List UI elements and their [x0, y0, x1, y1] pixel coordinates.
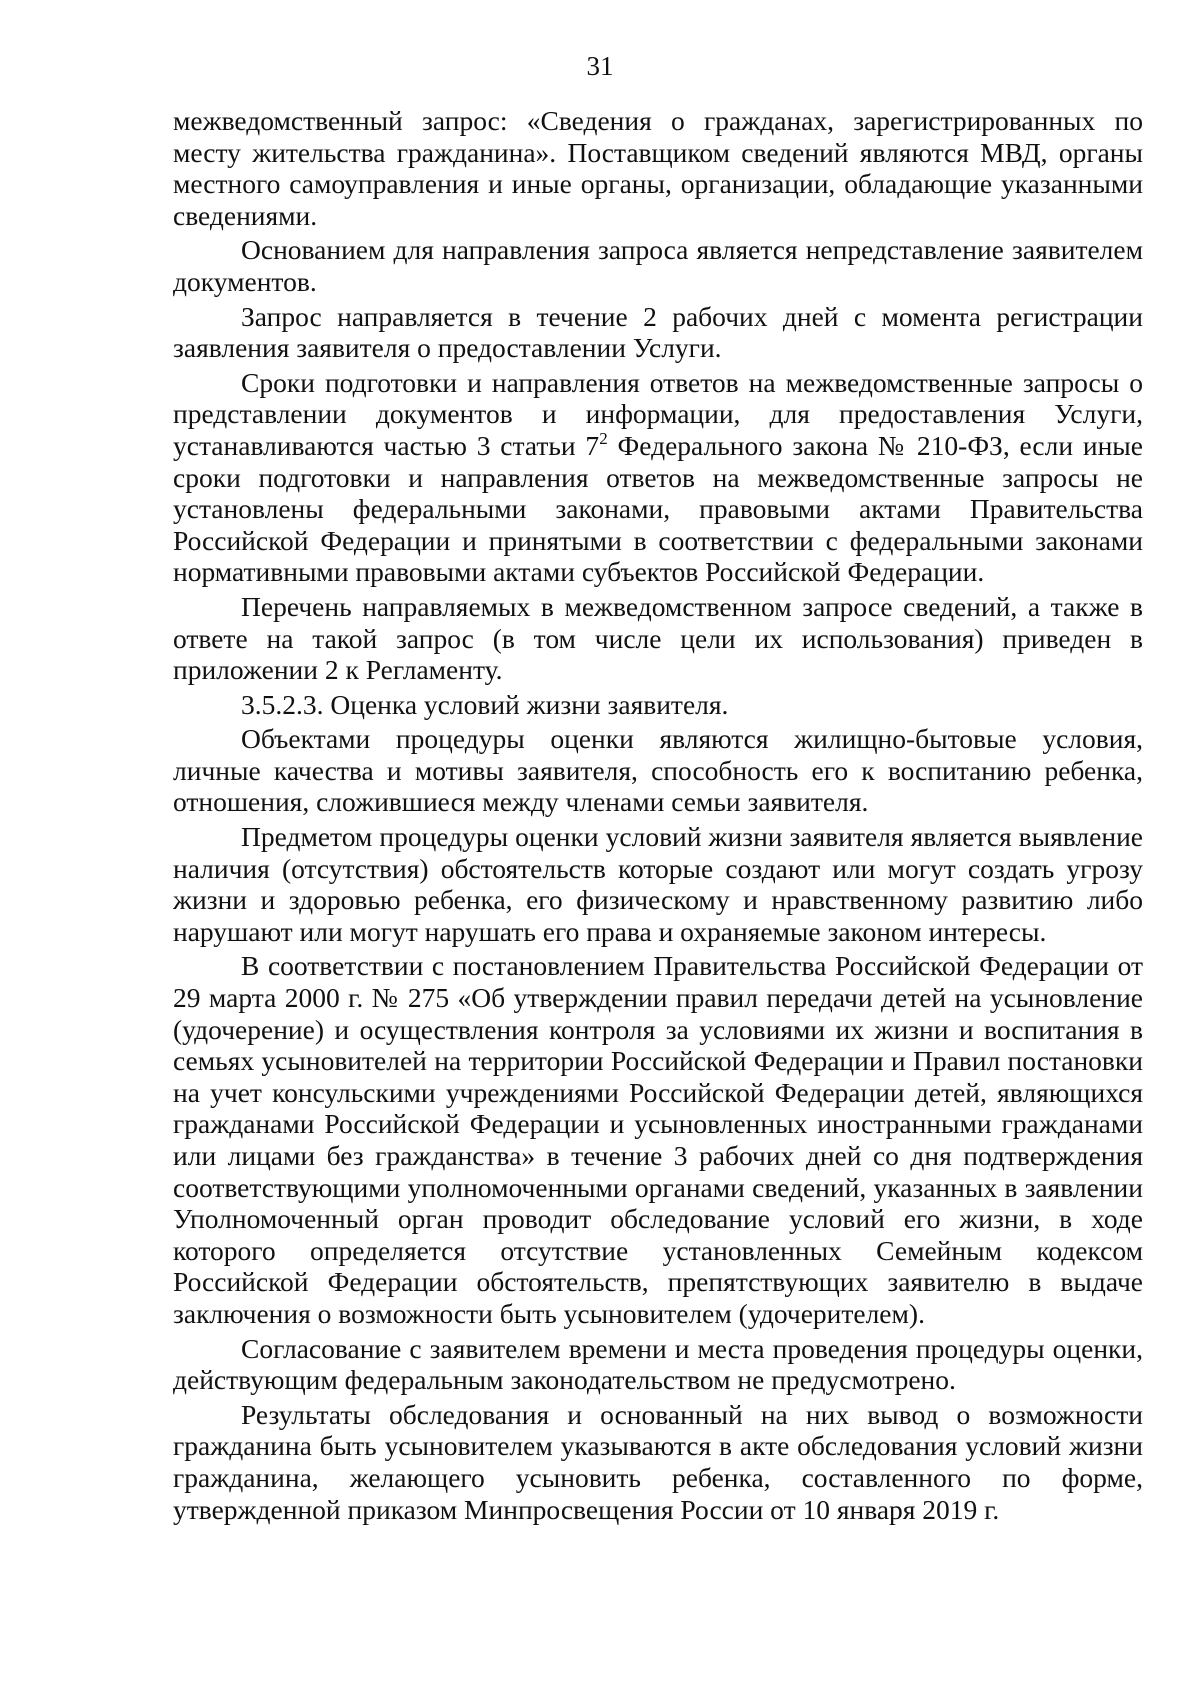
paragraph-10: Согласование с заявителем времени и места проведения процедуры оценки, действующим федеральным законодательством не предусмотрено.: [173, 1332, 1143, 1396]
paragraph-1: межведомственный запрос: «Сведения о гражданах, зарегистрированных по месту жительства гражданина». Поставщиком сведений являются МВД, органы местного самоуправления и иные органы, организации, обладающие указанными сведениями.: [173, 105, 1143, 231]
paragraph-4-part-2: Федерального закона № 210-ФЗ, если иные сроки подготовки и направления ответов на межведомственные запросы не установлены федеральными законами, правовыми актами Правительства Российской Федерации и принятыми в соответствии с федеральными законами нормативными правовыми актами субъектов Российской Федерации.: [173, 429, 1143, 588]
paragraph-7: Объектами процедуры оценки являются жилищно-бытовые условия, личные качества и мотивы заявителя, способность его к воспитанию ребенка, отношения, сложившиеся между членами семьи заявителя.: [173, 723, 1143, 818]
paragraph-8: Предметом процедуры оценки условий жизни заявителя является выявление наличия (отсутствия) обстоятельств которые создают или могут создать угрозу жизни и здоровью ребенка, его физическому и нравственному развитию либо нарушают или могут нарушать его права и охраняемые законом интересы.: [173, 821, 1143, 947]
paragraph-4: [173, 367, 1143, 588]
document-body: [173, 105, 1143, 1528]
paragraph-5: Перечень направляемых в межведомственном запросе сведений, а также в ответе на такой запрос (в том числе цели их использования) приведен в приложении 2 к Регламенту.: [173, 590, 1143, 686]
paragraph-2: Основанием для направления запроса является непредставление заявителем документов.: [173, 234, 1143, 297]
superscript-2: 2: [599, 428, 608, 448]
paragraph-11: Результаты обследования и основанный на них вывод о возможности гражданина быть усыновителем указываются в акте обследования условий жизни гражданина, желающего усыновить ребенка, составленного по форме, утвержденной приказом Минпросвещения России от 10 января 2019 г.: [173, 1398, 1143, 1525]
page-number: 31: [586, 51, 614, 81]
section-heading-3-5-2-3: 3.5.2.3. Оценка условий жизни заявителя.: [241, 688, 729, 720]
paragraph-4-part-1: Сроки подготовки и направления ответов на межведомственные запросы о представлении документов и информации, для предоставления Услуги, устанавливаются частью 3 статьи 7: [173, 366, 1143, 461]
paragraph-3: Запрос направляется в течение 2 рабочих дней с момента регистрации заявления заявителя о предоставлении Услуги.: [173, 300, 1143, 364]
paragraph-9: В соответствии с постановлением Правительства Российской Федерации от 29 марта 2000 г. № 275 «Об утверждении правил передачи детей на усыновление (удочерение) и осуществления контроля за условиями их жизни и воспитания в семьях усыновителей на территории Российской Федерации и Правил постановки на учет консульскими учреждениями Российской Федерации детей, являющихся гражданами Российской Федерации и усыновленных иностранными гражданами или лицами без гражданства» в течение 3 рабочих дней со дня подтверждения соответствующими уполномоченными органами сведений, указанных в заявлении Уполномоченный орган проводит обследование условий его жизни, в ходе которого определяется отсутствие установленных Семейным кодексом Российской Федерации обстоятельств, препятствующих заявителю в выдаче заключения о возможности быть усыновителем (удочерителем).: [173, 950, 1143, 1329]
